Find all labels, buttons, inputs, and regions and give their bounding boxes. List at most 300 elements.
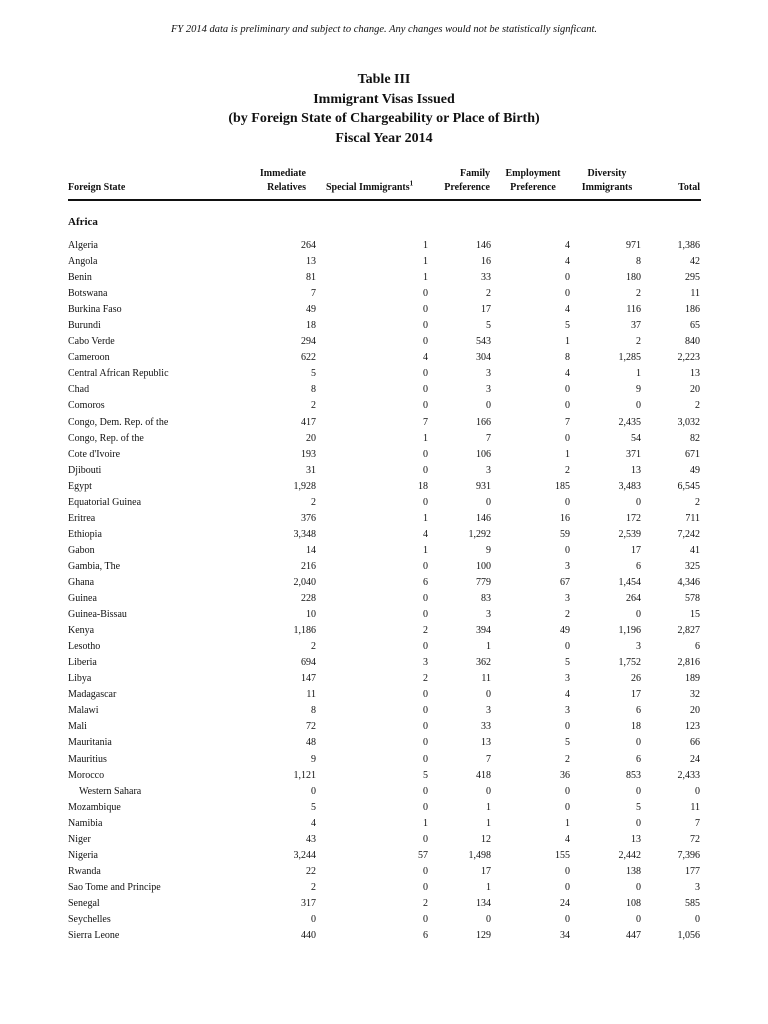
- table-row: [0, 848, 768, 864]
- table-row: [0, 479, 768, 495]
- country-name: Morocco: [68, 769, 105, 781]
- country-name: Equatorial Guinea: [68, 496, 142, 508]
- cell-fp: 1: [486, 801, 491, 813]
- cell-ep: 0: [565, 496, 570, 508]
- cell-ir: 49: [306, 304, 316, 316]
- country-name: Mali: [68, 721, 87, 733]
- cell-dv: 1: [636, 368, 641, 380]
- cell-ir: 193: [301, 448, 316, 460]
- cell-ir: 31: [306, 464, 316, 476]
- cell-total: 186: [685, 304, 700, 316]
- cell-ep: 3: [565, 705, 570, 717]
- cell-sp: 1: [423, 817, 428, 829]
- cell-dv: 172: [626, 512, 641, 524]
- cell-ir: 216: [301, 560, 316, 572]
- cell-ep: 0: [565, 865, 570, 877]
- table-row: [0, 655, 768, 671]
- cell-ir: 22: [306, 865, 316, 877]
- cell-ir: 1,121: [293, 769, 316, 781]
- cell-ep: 2: [565, 753, 570, 765]
- country-name: Mauritania: [68, 737, 112, 749]
- country-name: Djibouti: [68, 464, 102, 476]
- cell-fp: 0: [486, 785, 491, 797]
- cell-total: 189: [685, 673, 700, 685]
- cell-ep: 0: [565, 272, 570, 284]
- cell-total: 1,056: [677, 930, 700, 942]
- cell-total: 32: [690, 689, 700, 701]
- cell-total: 3: [695, 881, 700, 893]
- cell-ir: 440: [301, 930, 316, 942]
- country-name: Madagascar: [68, 689, 117, 701]
- table-title-block: [0, 70, 768, 148]
- cell-ir: 4: [311, 817, 316, 829]
- cell-sp: 0: [423, 641, 428, 653]
- table-row: [0, 671, 768, 687]
- cell-total: 15: [690, 609, 700, 621]
- country-name: Ethiopia: [68, 528, 102, 540]
- header-immediate-relatives: [240, 167, 306, 195]
- cell-ir: 72: [306, 721, 316, 733]
- header-diversity-line2: Immigrants: [581, 182, 633, 193]
- cell-fp: 134: [476, 897, 491, 909]
- cell-total: 325: [685, 560, 700, 572]
- country-name: Mauritius: [68, 753, 107, 765]
- cell-sp: 1: [423, 240, 428, 251]
- table-row: [0, 864, 768, 880]
- cell-ir: 13: [306, 256, 316, 268]
- cell-dv: 0: [636, 881, 641, 893]
- cell-sp: 0: [423, 464, 428, 476]
- cell-dv: 13: [631, 833, 641, 845]
- table-row: [0, 784, 768, 800]
- cell-fp: 0: [486, 913, 491, 925]
- country-name: Algeria: [68, 240, 98, 251]
- cell-fp: 16: [481, 256, 491, 268]
- cell-ir: 18: [306, 320, 316, 332]
- cell-sp: 1: [423, 432, 428, 444]
- cell-sp: 0: [423, 593, 428, 605]
- cell-sp: 4: [423, 528, 428, 540]
- cell-dv: 0: [636, 817, 641, 829]
- cell-ir: 147: [301, 673, 316, 685]
- cell-dv: 37: [631, 320, 641, 332]
- cell-fp: 146: [476, 240, 491, 251]
- cell-total: 3,032: [677, 416, 700, 428]
- country-name: Gambia, The: [68, 560, 121, 572]
- cell-sp: 0: [423, 801, 428, 813]
- table-row: [0, 800, 768, 816]
- cell-sp: 18: [418, 480, 428, 492]
- cell-total: 2,433: [677, 769, 700, 781]
- cell-fp: 5: [486, 320, 491, 332]
- cell-total: 11: [690, 801, 700, 813]
- cell-total: 72: [690, 833, 700, 845]
- table-row: [0, 719, 768, 735]
- cell-ir: 9: [311, 753, 316, 765]
- cell-sp: 0: [423, 833, 428, 845]
- cell-ep: 34: [560, 930, 570, 942]
- cell-sp: 6: [423, 930, 428, 942]
- table-title: Immigrant Visas Issued: [313, 91, 455, 107]
- cell-fp: 1,292: [468, 528, 491, 540]
- cell-total: 66: [690, 737, 700, 749]
- table-row: [0, 816, 768, 832]
- cell-ep: 8: [565, 352, 570, 364]
- cell-ep: 7: [565, 416, 570, 428]
- header-special-label: Special Immigrants: [326, 182, 410, 193]
- country-name: Burundi: [68, 320, 101, 332]
- cell-dv: 853: [626, 769, 641, 781]
- cell-dv: 6: [636, 560, 641, 572]
- cell-sp: 0: [423, 304, 428, 316]
- cell-sp: 6: [423, 576, 428, 588]
- cell-dv: 3,483: [618, 480, 641, 492]
- country-name: Cameroon: [68, 352, 110, 364]
- cell-total: 711: [685, 512, 700, 524]
- cell-fp: 0: [486, 496, 491, 508]
- cell-dv: 0: [636, 785, 641, 797]
- cell-total: 0: [695, 913, 700, 925]
- cell-total: 177: [685, 865, 700, 877]
- table-row: [0, 639, 768, 655]
- cell-fp: 1,498: [468, 849, 491, 861]
- table-row: [0, 575, 768, 591]
- cell-ep: 2: [565, 609, 570, 621]
- cell-ir: 622: [301, 352, 316, 364]
- cell-ir: 2,040: [293, 576, 316, 588]
- header-employment-line2: Preference: [510, 182, 556, 193]
- cell-fp: 3: [486, 368, 491, 380]
- cell-fp: 362: [476, 657, 491, 669]
- table-row: [0, 768, 768, 784]
- table-row: [0, 928, 768, 944]
- cell-fp: 779: [476, 576, 491, 588]
- cell-sp: 0: [423, 400, 428, 412]
- cell-ep: 49: [560, 625, 570, 637]
- table-row: [0, 431, 768, 447]
- cell-total: 13: [690, 368, 700, 380]
- cell-fp: 83: [481, 593, 491, 605]
- table-row: [0, 880, 768, 896]
- cell-ir: 14: [306, 544, 316, 556]
- cell-ep: 5: [565, 737, 570, 749]
- cell-fp: 3: [486, 609, 491, 621]
- cell-sp: 4: [423, 352, 428, 364]
- cell-sp: 5: [423, 769, 428, 781]
- header-diversity-line1: Diversity: [587, 168, 627, 179]
- cell-ep: 5: [565, 320, 570, 332]
- table-row: [0, 302, 768, 318]
- cell-ep: 0: [565, 288, 570, 300]
- cell-ep: 0: [565, 400, 570, 412]
- table-subtitle: (by Foreign State of Chargeability or Place of Birth): [228, 111, 540, 126]
- cell-ir: 2: [311, 641, 316, 653]
- cell-fp: 304: [476, 352, 491, 364]
- cell-dv: 971: [626, 240, 641, 251]
- country-name: Western Sahara: [79, 785, 142, 797]
- cell-ep: 4: [565, 368, 570, 380]
- cell-dv: 2: [636, 288, 641, 300]
- country-name: Mozambique: [68, 801, 121, 813]
- table-body: [0, 238, 768, 944]
- cell-total: 6,545: [677, 480, 700, 492]
- cell-sp: 0: [423, 320, 428, 332]
- table-row: [0, 398, 768, 414]
- country-name: Sierra Leone: [68, 930, 120, 942]
- cell-dv: 2,435: [618, 416, 641, 428]
- cell-ep: 36: [560, 769, 570, 781]
- cell-ir: 694: [301, 657, 316, 669]
- country-name: Lesotho: [68, 641, 101, 653]
- cell-fp: 0: [486, 689, 491, 701]
- cell-dv: 2,442: [618, 849, 641, 861]
- cell-ir: 8: [311, 705, 316, 717]
- table-row: [0, 912, 768, 928]
- cell-ir: 2: [311, 400, 316, 412]
- country-name: Senegal: [68, 897, 100, 909]
- header-total: Total: [678, 182, 700, 193]
- country-name: Liberia: [68, 657, 97, 669]
- cell-ir: 1,186: [293, 625, 316, 637]
- cell-ep: 67: [560, 576, 570, 588]
- table-row: [0, 254, 768, 270]
- country-name: Egypt: [68, 480, 92, 492]
- cell-ir: 1,928: [293, 480, 316, 492]
- cell-fp: 3: [486, 384, 491, 396]
- cell-sp: 0: [423, 368, 428, 380]
- cell-sp: 0: [423, 737, 428, 749]
- table-row: [0, 382, 768, 398]
- cell-fp: 13: [481, 737, 491, 749]
- cell-total: 7,396: [677, 849, 700, 861]
- cell-ir: 376: [301, 512, 316, 524]
- cell-fp: 3: [486, 464, 491, 476]
- table-row: [0, 752, 768, 768]
- cell-ir: 48: [306, 737, 316, 749]
- cell-ep: 3: [565, 673, 570, 685]
- cell-ep: 0: [565, 881, 570, 893]
- cell-sp: 7: [423, 416, 428, 428]
- cell-total: 20: [690, 705, 700, 717]
- cell-ep: 185: [555, 480, 570, 492]
- cell-dv: 0: [636, 609, 641, 621]
- cell-ir: 20: [306, 432, 316, 444]
- cell-total: 7,242: [677, 528, 700, 540]
- cell-sp: 1: [423, 544, 428, 556]
- cell-ep: 0: [565, 721, 570, 733]
- country-name: Chad: [68, 384, 90, 396]
- cell-total: 578: [685, 593, 700, 605]
- cell-sp: 0: [423, 881, 428, 893]
- table-row: [0, 366, 768, 382]
- cell-ep: 24: [560, 897, 570, 909]
- cell-total: 585: [685, 897, 700, 909]
- cell-total: 2,827: [677, 625, 700, 637]
- header-foreign-state: Foreign State: [68, 182, 126, 193]
- country-name: Congo, Dem. Rep. of the: [68, 416, 169, 428]
- cell-ir: 0: [311, 785, 316, 797]
- country-name: Burkina Faso: [68, 304, 122, 316]
- cell-total: 2: [695, 496, 700, 508]
- cell-dv: 2: [636, 336, 641, 348]
- country-name: Gabon: [68, 544, 95, 556]
- cell-dv: 13: [631, 464, 641, 476]
- cell-dv: 0: [636, 400, 641, 412]
- cell-sp: 0: [423, 705, 428, 717]
- cell-dv: 6: [636, 705, 641, 717]
- table-header: [0, 166, 768, 198]
- cell-total: 671: [685, 448, 700, 460]
- country-name: Rwanda: [68, 865, 101, 877]
- cell-total: 2,223: [677, 352, 700, 364]
- cell-ep: 3: [565, 560, 570, 572]
- header-immediate-line2: Relatives: [267, 182, 306, 193]
- country-name: Eritrea: [68, 512, 96, 524]
- cell-dv: 17: [631, 689, 641, 701]
- preliminary-data-note: FY 2014 data is preliminary and subject to change. Any changes would not be statistically signficant.: [170, 24, 598, 35]
- cell-ep: 3: [565, 593, 570, 605]
- cell-fp: 7: [486, 753, 491, 765]
- country-name: Cote d'Ivoire: [68, 448, 121, 460]
- cell-ep: 59: [560, 528, 570, 540]
- fiscal-year: Fiscal Year 2014: [335, 130, 433, 146]
- cell-dv: 8: [636, 256, 641, 268]
- cell-ep: 4: [565, 304, 570, 316]
- cell-fp: 106: [476, 448, 491, 460]
- table-row: [0, 415, 768, 431]
- table-row: [0, 511, 768, 527]
- cell-ir: 5: [311, 368, 316, 380]
- table-row: [0, 896, 768, 912]
- cell-ep: 5: [565, 657, 570, 669]
- cell-ep: 0: [565, 384, 570, 396]
- cell-sp: 0: [423, 609, 428, 621]
- header-family-line1: Family: [460, 168, 490, 179]
- cell-ir: 317: [301, 897, 316, 909]
- cell-dv: 1,196: [618, 625, 641, 637]
- cell-dv: 108: [626, 897, 641, 909]
- country-name: Benin: [68, 272, 92, 284]
- country-name: Malawi: [68, 705, 99, 717]
- table-row: [0, 318, 768, 334]
- cell-dv: 264: [626, 593, 641, 605]
- cell-sp: 1: [423, 272, 428, 284]
- header-employment-preference: [498, 167, 568, 195]
- cell-total: 123: [685, 721, 700, 733]
- cell-dv: 371: [626, 448, 641, 460]
- cell-sp: 0: [423, 753, 428, 765]
- cell-sp: 0: [423, 384, 428, 396]
- cell-dv: 1,285: [618, 352, 641, 364]
- cell-total: 20: [690, 384, 700, 396]
- cell-sp: 0: [423, 448, 428, 460]
- cell-total: 6: [695, 641, 700, 653]
- cell-dv: 1,454: [618, 576, 641, 588]
- cell-ep: 1: [565, 448, 570, 460]
- table-row: [0, 495, 768, 511]
- country-name: Kenya: [68, 625, 95, 637]
- cell-total: 65: [690, 320, 700, 332]
- cell-ir: 2: [311, 496, 316, 508]
- header-family-line2: Preference: [444, 182, 490, 193]
- cell-fp: 129: [476, 930, 491, 942]
- table-row: [0, 527, 768, 543]
- cell-total: 82: [690, 432, 700, 444]
- cell-total: 295: [685, 272, 700, 284]
- cell-ep: 1: [565, 817, 570, 829]
- country-name: Central African Republic: [68, 368, 169, 380]
- table-row: [0, 559, 768, 575]
- cell-fp: 100: [476, 560, 491, 572]
- country-name: Seychelles: [68, 913, 111, 925]
- cell-dv: 0: [636, 496, 641, 508]
- country-name: Libya: [68, 673, 92, 685]
- table-row: [0, 735, 768, 751]
- cell-ep: 4: [565, 833, 570, 845]
- country-name: Comoros: [68, 400, 105, 412]
- cell-total: 11: [690, 288, 700, 300]
- table-row: [0, 463, 768, 479]
- table-row: [0, 591, 768, 607]
- cell-ir: 81: [306, 272, 316, 284]
- cell-sp: 0: [423, 288, 428, 300]
- cell-total: 2,816: [677, 657, 700, 669]
- cell-ep: 4: [565, 256, 570, 268]
- cell-fp: 9: [486, 544, 491, 556]
- cell-ep: 0: [565, 432, 570, 444]
- cell-dv: 1,752: [618, 657, 641, 669]
- cell-dv: 9: [636, 384, 641, 396]
- table-row: [0, 543, 768, 559]
- cell-total: 41: [690, 544, 700, 556]
- country-name: Cabo Verde: [68, 336, 115, 348]
- cell-sp: 0: [423, 560, 428, 572]
- cell-sp: 0: [423, 865, 428, 877]
- cell-ir: 8: [311, 384, 316, 396]
- cell-sp: 1: [423, 256, 428, 268]
- cell-sp: 0: [423, 336, 428, 348]
- cell-ir: 7: [311, 288, 316, 300]
- cell-dv: 17: [631, 544, 641, 556]
- cell-fp: 17: [481, 304, 491, 316]
- table-row: [0, 447, 768, 463]
- cell-dv: 5: [636, 801, 641, 813]
- cell-fp: 33: [481, 272, 491, 284]
- cell-total: 1,386: [677, 240, 700, 251]
- cell-ir: 11: [306, 689, 316, 701]
- cell-fp: 7: [486, 432, 491, 444]
- country-name: Botswana: [68, 288, 108, 300]
- country-name: Congo, Rep. of the: [68, 432, 144, 444]
- cell-ir: 43: [306, 833, 316, 845]
- cell-sp: 0: [423, 721, 428, 733]
- cell-sp: 0: [423, 913, 428, 925]
- cell-total: 24: [690, 753, 700, 765]
- cell-fp: 1: [486, 881, 491, 893]
- country-name: Nigeria: [68, 849, 98, 861]
- footnote-marker: 1: [409, 179, 414, 188]
- cell-ir: 3,348: [293, 528, 316, 540]
- cell-dv: 3: [636, 641, 641, 653]
- cell-fp: 1: [486, 641, 491, 653]
- cell-total: 0: [695, 785, 700, 797]
- cell-fp: 2: [486, 288, 491, 300]
- cell-ep: 1: [565, 336, 570, 348]
- cell-ep: 16: [560, 512, 570, 524]
- cell-ir: 0: [311, 913, 316, 925]
- cell-ep: 0: [565, 913, 570, 925]
- country-name: Angola: [68, 256, 98, 268]
